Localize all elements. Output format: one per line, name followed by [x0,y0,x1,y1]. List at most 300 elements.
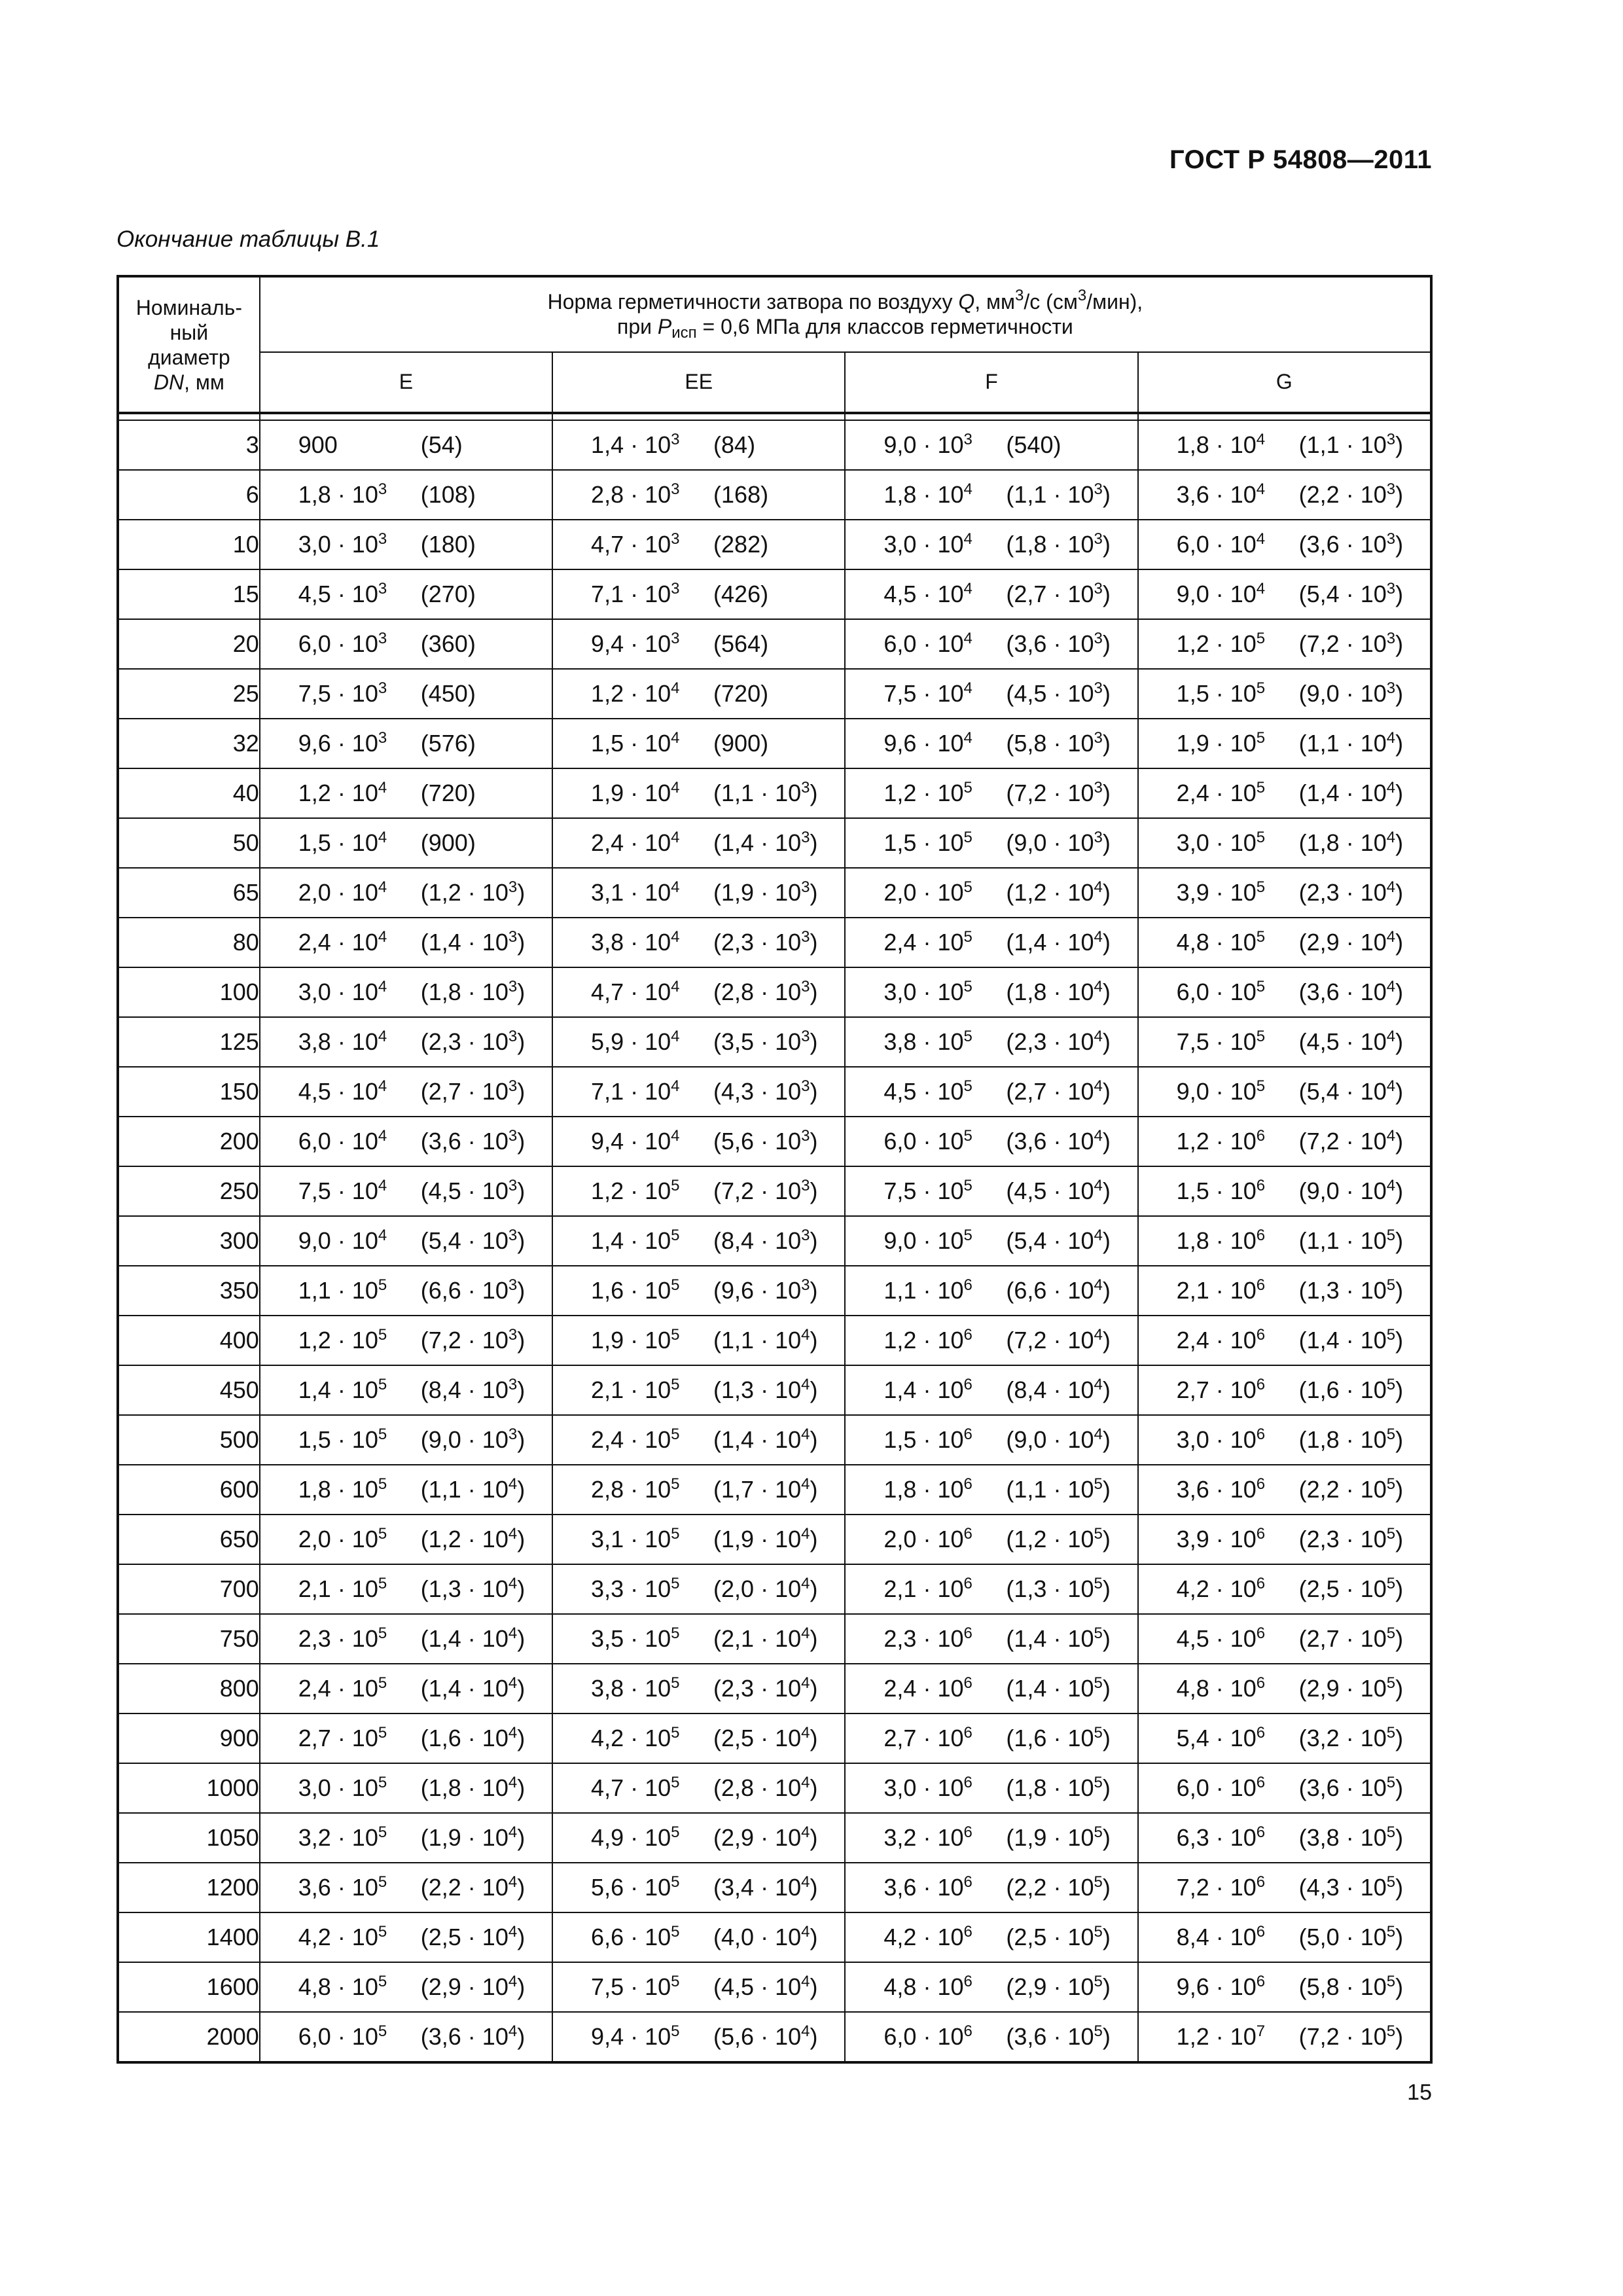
rate-cm3-per-min: $(1,1 \cdot 10^4)$ [713,1326,818,1354]
leak-rate-cell-e [260,569,552,619]
leak-rate-cell-e [260,2012,552,2062]
rate-mm3-per-s: $3,3 \cdot 10^5$ [591,1575,680,1602]
table-row [118,1216,1431,1266]
rate-mm3-per-s: $1,2 \cdot 10^4$ [591,679,680,707]
table-row [118,1564,1431,1614]
leak-rate-cell-ee [552,1166,845,1216]
rate-cm3-per-min: $(5,4 \cdot 10^3)$ [420,1227,526,1254]
rate-mm3-per-s: $4,5 \cdot 10^5$ [883,1077,972,1105]
table-row [118,1266,1431,1316]
leak-rate-cell-ee [552,967,845,1017]
rate-cm3-per-min: $(2,9 \cdot 10^5)$ [1298,1674,1404,1702]
rate-cm3-per-min: $(1,1 \cdot 10^4)$ [420,1475,526,1503]
leak-rate-cell-f [845,1316,1137,1365]
rate-mm3-per-s: $6,0 \cdot 10^4$ [298,1127,387,1155]
rate-mm3-per-s: $1,5 \cdot 10^5$ [298,1426,387,1453]
leak-rate-cell-ee [552,719,845,768]
table-row [118,768,1431,818]
rate-cm3-per-min: $(7,2 \cdot 10^3)$ [420,1326,526,1354]
leak-rate-cell-g [1138,1415,1431,1465]
rate-mm3-per-s: $2,0 \cdot 10^5$ [883,878,972,906]
rate-mm3-per-s: $3,0 \cdot 10^5$ [298,1774,387,1801]
leak-rate-cell-g [1138,1962,1431,2012]
table-row [118,619,1431,669]
rate-cm3-per-min: $(9,0 \cdot 10^4)$ [1006,1426,1111,1453]
rate-mm3-per-s: $4,5 \cdot 10^4$ [298,1077,387,1105]
rate-cm3-per-min: $(4,5 \cdot 10^4)$ [713,1973,818,2000]
rate-mm3-per-s: $1,2 \cdot 10^6$ [883,1326,972,1354]
rate-cm3-per-min: $(2,7 \cdot 10^3)$ [1006,580,1111,607]
leak-rate-cell-ee [552,1515,845,1564]
dn-cell: 50 [118,818,260,868]
rate-cm3-per-min: $(3,2 \cdot 10^5)$ [1298,1724,1404,1751]
leak-rate-cell-e [260,420,552,470]
rate-mm3-per-s: $1,2 \cdot 10^5$ [1176,630,1266,657]
dn-cell: 32 [118,719,260,768]
rate-cm3-per-min: $(7,2 \cdot 10^3)$ [713,1177,818,1204]
page-number: 15 [1407,2080,1432,2105]
rate-mm3-per-s: $2,1 \cdot 10^5$ [298,1575,387,1602]
rate-cm3-per-min: $(2,3 \cdot 10^3)$ [420,1028,526,1055]
dn-cell: 150 [118,1067,260,1117]
rate-mm3-per-s: $4,8 \cdot 10^6$ [883,1973,972,2000]
rate-cm3-per-min: $(2,8 \cdot 10^3)$ [713,978,818,1005]
rate-cm3-per-min: $(1,9 \cdot 10^4)$ [420,1823,526,1851]
rate-cm3-per-min: (270) [420,581,476,607]
leak-rate-cell-g [1138,1664,1431,1713]
rate-cm3-per-min: $(2,3 \cdot 10^3)$ [713,928,818,956]
leak-rate-cell-e [260,918,552,967]
rate-mm3-per-s: $1,4 \cdot 10^5$ [298,1376,387,1403]
leak-rate-cell-g [1138,768,1431,818]
rate-cm3-per-min: $(3,6 \cdot 10^3)$ [1298,530,1404,558]
leak-rate-cell-f [845,2012,1137,2062]
rate-mm3-per-s: $2,4 \cdot 10^5$ [1176,779,1266,806]
leak-rate-cell-f [845,1067,1137,1117]
rate-cm3-per-min: $(6,6 \cdot 10^3)$ [420,1276,526,1304]
leak-rate-cell-ee [552,1813,845,1863]
leak-rate-cell-f [845,1763,1137,1813]
table-row [118,420,1431,470]
rate-mm3-per-s: $2,4 \cdot 10^4$ [298,928,387,956]
dn-cell: 600 [118,1465,260,1515]
rate-mm3-per-s: $3,0 \cdot 10^6$ [1176,1426,1266,1453]
leak-rate-cell-f [845,420,1137,470]
rate-mm3-per-s: $2,4 \cdot 10^4$ [591,829,680,856]
leak-rate-cell-f [845,1962,1137,2012]
rate-mm3-per-s: $4,2 \cdot 10^6$ [1176,1575,1266,1602]
rate-cm3-per-min: $(5,0 \cdot 10^5)$ [1298,1923,1404,1950]
dn-cell: 1400 [118,1912,260,1962]
rate-mm3-per-s: $3,0 \cdot 10^4$ [298,978,387,1005]
rate-mm3-per-s: $9,0 \cdot 10^3$ [883,431,972,458]
rate-mm3-per-s: $3,1 \cdot 10^5$ [591,1525,680,1552]
leak-rate-cell-f [845,768,1137,818]
leak-rate-cell-ee [552,1863,845,1912]
leak-rate-cell-ee [552,420,845,470]
leak-rate-cell-ee [552,569,845,619]
rate-mm3-per-s: $1,2 \cdot 10^7$ [1176,2022,1266,2050]
leak-rate-cell-g [1138,569,1431,619]
dn-cell: 25 [118,669,260,719]
rate-mm3-per-s: $1,1 \cdot 10^5$ [298,1276,387,1304]
leak-rate-cell-e [260,1067,552,1117]
leak-rate-cell-g [1138,619,1431,669]
leak-rate-cell-e [260,719,552,768]
rate-mm3-per-s: $3,0 \cdot 10^5$ [1176,829,1266,856]
rate-mm3-per-s: $8,4 \cdot 10^6$ [1176,1923,1266,1950]
leak-rate-cell-e [260,1614,552,1664]
rate-cm3-per-min: $(1,8 \cdot 10^4)$ [1006,978,1111,1005]
dn-cell: 40 [118,768,260,818]
leak-rate-cell-f [845,1415,1137,1465]
header-separator [118,413,1431,420]
rate-mm3-per-s: $2,0 \cdot 10^6$ [883,1525,972,1552]
leak-rate-cell-f [845,1365,1137,1415]
class-header-e: E [260,352,552,413]
rate-cm3-per-min: $(5,6 \cdot 10^3)$ [713,1127,818,1155]
rate-mm3-per-s: $1,5 \cdot 10^5$ [883,829,972,856]
rate-cm3-per-min: $(1,3 \cdot 10^5)$ [1298,1276,1404,1304]
rate-cm3-per-min: $(3,6 \cdot 10^4)$ [1298,978,1404,1005]
rate-cm3-per-min: (108) [420,481,476,508]
rate-mm3-per-s: $5,6 \cdot 10^5$ [591,1873,680,1901]
rate-cm3-per-min: $(4,0 \cdot 10^4)$ [713,1923,818,1950]
rate-mm3-per-s: $9,4 \cdot 10^3$ [591,630,680,657]
rate-cm3-per-min: $(2,3 \cdot 10^4)$ [1298,878,1404,906]
rate-cm3-per-min: $(3,6 \cdot 10^3)$ [1006,630,1111,657]
leak-rate-cell-g [1138,719,1431,768]
rate-cm3-per-min: (168) [713,481,769,508]
rate-cm3-per-min: $(1,4 \cdot 10^4)$ [1298,779,1404,806]
rate-cm3-per-min: $(1,1 \cdot 10^5)$ [1298,1227,1404,1254]
rate-mm3-per-s: $1,6 \cdot 10^5$ [591,1276,680,1304]
leak-rate-cell-f [845,1117,1137,1166]
leak-rate-cell-ee [552,768,845,818]
rate-mm3-per-s: $3,9 \cdot 10^5$ [1176,878,1266,906]
leak-rate-cell-ee [552,1912,845,1962]
leak-rate-cell-ee [552,2012,845,2062]
rate-cm3-per-min: $(2,5 \cdot 10^4)$ [420,1923,526,1950]
rate-mm3-per-s: $3,8 \cdot 10^5$ [591,1674,680,1702]
table-row [118,1465,1431,1515]
rate-cm3-per-min: $(2,7 \cdot 10^5)$ [1298,1624,1404,1652]
rate-mm3-per-s: $3,6 \cdot 10^6$ [883,1873,972,1901]
leak-rate-cell-g [1138,470,1431,520]
rate-mm3-per-s: $2,4 \cdot 10^5$ [298,1674,387,1702]
rate-cm3-per-min: (564) [713,630,769,657]
rate-cm3-per-min: $(5,4 \cdot 10^4)$ [1006,1227,1111,1254]
dn-cell: 800 [118,1664,260,1713]
table-row [118,1117,1431,1166]
rate-mm3-per-s: $6,0 \cdot 10^5$ [883,1127,972,1155]
rate-cm3-per-min: $(3,6 \cdot 10^4)$ [1006,1127,1111,1155]
rate-cm3-per-min: $(2,9 \cdot 10^4)$ [1298,928,1404,956]
rate-cm3-per-min: $(1,6 \cdot 10^5)$ [1298,1376,1404,1403]
dn-cell: 15 [118,569,260,619]
rate-mm3-per-s: $7,2 \cdot 10^6$ [1176,1873,1266,1901]
rate-mm3-per-s: $1,9 \cdot 10^5$ [1176,729,1266,757]
rate-mm3-per-s: $2,7 \cdot 10^6$ [883,1724,972,1751]
leak-rate-cell-e [260,1266,552,1316]
rate-cm3-per-min: $(1,3 \cdot 10^5)$ [1006,1575,1111,1602]
leak-rate-cell-e [260,1763,552,1813]
table-row [118,569,1431,619]
rate-mm3-per-s: $5,9 \cdot 10^4$ [591,1028,680,1055]
rate-cm3-per-min: $(1,4 \cdot 10^4)$ [420,1624,526,1652]
rate-cm3-per-min: $(2,9 \cdot 10^4)$ [420,1973,526,2000]
leak-rate-cell-e [260,1465,552,1515]
table-row [118,1713,1431,1763]
rate-cm3-per-min: $(1,8 \cdot 10^3)$ [420,978,526,1005]
table-row [118,669,1431,719]
dn-cell: 700 [118,1564,260,1614]
leak-rate-cell-e [260,619,552,669]
rate-mm3-per-s: $4,5 \cdot 10^6$ [1176,1624,1266,1652]
leak-rate-cell-g [1138,1713,1431,1763]
leak-rate-cell-g [1138,1166,1431,1216]
leak-rate-cell-f [845,669,1137,719]
leak-rate-cell-g [1138,1863,1431,1912]
dn-cell: 200 [118,1117,260,1166]
rate-mm3-per-s: $2,4 \cdot 10^5$ [883,928,972,956]
leak-rate-cell-e [260,1813,552,1863]
rate-cm3-per-min: $(2,5 \cdot 10^5)$ [1298,1575,1404,1602]
rate-mm3-per-s: $6,0 \cdot 10^6$ [1176,1774,1266,1801]
rate-cm3-per-min: $(2,5 \cdot 10^4)$ [713,1724,818,1751]
rate-mm3-per-s: $3,0 \cdot 10^4$ [883,530,972,558]
rate-mm3-per-s: $2,4 \cdot 10^6$ [1176,1326,1266,1354]
rate-mm3-per-s: $7,1 \cdot 10^4$ [591,1077,680,1105]
rate-cm3-per-min: $(7,2 \cdot 10^3)$ [1006,779,1111,806]
leak-rate-cell-f [845,719,1137,768]
dn-cell: 65 [118,868,260,918]
leak-rate-cell-e [260,1117,552,1166]
rate-cm3-per-min: $(8,4 \cdot 10^3)$ [420,1376,526,1403]
rate-cm3-per-min: $(3,6 \cdot 10^5)$ [1006,2022,1111,2050]
leak-rate-group-header: Норма герметичности затвора по воздуху Q, $мм^3/с$ $(см^3/мин)$, при $P_{исп} = 0,6$ МПа для классов герметичности [260,276,1431,352]
leak-rate-cell-g [1138,420,1431,470]
leak-rate-cell-e [260,1713,552,1763]
rate-mm3-per-s: $3,2 \cdot 10^6$ [883,1823,972,1851]
rate-cm3-per-min: $(9,0 \cdot 10^4)$ [1298,1177,1404,1204]
rate-mm3-per-s: $1,8 \cdot 10^5$ [298,1475,387,1503]
leak-rate-cell-ee [552,1763,845,1813]
rate-mm3-per-s: $1,2 \cdot 10^5$ [298,1326,387,1354]
rate-mm3-per-s: $9,4 \cdot 10^4$ [591,1127,680,1155]
leak-rate-cell-g [1138,669,1431,719]
rate-cm3-per-min: $(2,9 \cdot 10^4)$ [713,1823,818,1851]
leak-rate-cell-e [260,1365,552,1415]
rate-cm3-per-min: $(4,3 \cdot 10^3)$ [713,1077,818,1105]
leak-rate-cell-f [845,1614,1137,1664]
rate-mm3-per-s: $6,0 \cdot 10^5$ [1176,978,1266,1005]
rate-mm3-per-s: $2,3 \cdot 10^5$ [298,1624,387,1652]
leak-rate-cell-ee [552,669,845,719]
leak-rate-cell-g [1138,1465,1431,1515]
leak-rate-cell-g [1138,520,1431,569]
rate-cm3-per-min: (540) [1006,431,1061,458]
rate-mm3-per-s: $2,3 \cdot 10^6$ [883,1624,972,1652]
rate-mm3-per-s: $1,2 \cdot 10^5$ [591,1177,680,1204]
rate-mm3-per-s: $7,5 \cdot 10^4$ [298,1177,387,1204]
rate-mm3-per-s: $4,8 \cdot 10^5$ [298,1973,387,2000]
leak-rate-cell-f [845,1863,1137,1912]
leak-rate-cell-g [1138,1365,1431,1415]
leak-rate-cell-ee [552,619,845,669]
rate-mm3-per-s: $2,4 \cdot 10^6$ [883,1674,972,1702]
rate-mm3-per-s: $4,7 \cdot 10^4$ [591,978,680,1005]
table-row [118,1017,1431,1067]
leak-rate-cell-ee [552,1017,845,1067]
rate-mm3-per-s: $2,0 \cdot 10^4$ [298,878,387,906]
rate-mm3-per-s: $3,8 \cdot 10^4$ [591,928,680,956]
leak-rate-cell-e [260,1316,552,1365]
rate-mm3-per-s: $1,5 \cdot 10^5$ [1176,679,1266,707]
class-header-f: F [845,352,1137,413]
rate-cm3-per-min: (720) [420,780,476,806]
table-row [118,918,1431,967]
rate-cm3-per-min: $(2,3 \cdot 10^4)$ [1006,1028,1111,1055]
rate-mm3-per-s: $9,0 \cdot 10^5$ [1176,1077,1266,1105]
rate-cm3-per-min: $(2,2 \cdot 10^3)$ [1298,480,1404,508]
table-row [118,1962,1431,2012]
rate-mm3-per-s: $5,4 \cdot 10^6$ [1176,1724,1266,1751]
rate-cm3-per-min: $(8,4 \cdot 10^4)$ [1006,1376,1111,1403]
rate-mm3-per-s: $3,2 \cdot 10^5$ [298,1823,387,1851]
table-row [118,1813,1431,1863]
rate-mm3-per-s: $4,7 \cdot 10^3$ [591,530,680,558]
leak-rate-cell-ee [552,1216,845,1266]
rate-cm3-per-min: $(2,2 \cdot 10^5)$ [1298,1475,1404,1503]
rate-mm3-per-s: $4,8 \cdot 10^5$ [1176,928,1266,956]
rate-cm3-per-min: $(1,4 \cdot 10^5)$ [1006,1674,1111,1702]
rate-mm3-per-s: $9,6 \cdot 10^6$ [1176,1973,1266,2000]
leak-rate-cell-f [845,868,1137,918]
rate-mm3-per-s: $7,1 \cdot 10^3$ [591,580,680,607]
dn-cell: 3 [118,420,260,470]
leak-rate-cell-e [260,967,552,1017]
rate-mm3-per-s: $1,2 \cdot 10^4$ [298,779,387,806]
dn-cell: 1200 [118,1863,260,1912]
rate-cm3-per-min: $(3,6 \cdot 10^5)$ [1298,1774,1404,1801]
table-row [118,1763,1431,1813]
rate-mm3-per-s: $3,0 \cdot 10^5$ [883,978,972,1005]
rate-cm3-per-min: $(2,7 \cdot 10^4)$ [1006,1077,1111,1105]
leak-rate-cell-g [1138,1912,1431,1962]
rate-cm3-per-min: $(5,8 \cdot 10^5)$ [1298,1973,1404,2000]
rate-mm3-per-s: $1,8 \cdot 10^6$ [1176,1227,1266,1254]
rate-mm3-per-s: $4,8 \cdot 10^6$ [1176,1674,1266,1702]
table-row [118,470,1431,520]
leak-rate-cell-e [260,1017,552,1067]
leak-rate-cell-f [845,619,1137,669]
rate-cm3-per-min: (180) [420,531,476,558]
leak-rate-cell-f [845,1017,1137,1067]
dn-cell: 80 [118,918,260,967]
rate-cm3-per-min: $(9,0 \cdot 10^3)$ [1006,829,1111,856]
rate-mm3-per-s: $6,6 \cdot 10^5$ [591,1923,680,1950]
standard-designation: ГОСТ Р 54808—2011 [1169,145,1432,174]
table-row [118,2012,1431,2062]
rate-mm3-per-s: $3,1 \cdot 10^4$ [591,878,680,906]
rate-mm3-per-s: $6,0 \cdot 10^5$ [298,2022,387,2050]
rate-mm3-per-s: $9,4 \cdot 10^5$ [591,2022,680,2050]
leak-rate-cell-e [260,1415,552,1465]
rate-mm3-per-s: $2,1 \cdot 10^6$ [883,1575,972,1602]
rate-cm3-per-min: $(1,1 \cdot 10^3)$ [1298,431,1404,458]
table-row [118,1316,1431,1365]
table-row [118,868,1431,918]
leak-rate-cell-g [1138,1266,1431,1316]
rate-cm3-per-min: $(9,0 \cdot 10^3)$ [420,1426,526,1453]
table-row [118,1365,1431,1415]
rate-mm3-per-s: $2,7 \cdot 10^5$ [298,1724,387,1751]
leak-rate-cell-e [260,1863,552,1912]
leak-rate-cell-ee [552,1266,845,1316]
leak-rate-cell-e [260,1216,552,1266]
rate-mm3-per-s: $9,0 \cdot 10^5$ [883,1227,972,1254]
rate-mm3-per-s: $7,5 \cdot 10^5$ [591,1973,680,2000]
rate-cm3-per-min: $(1,2 \cdot 10^3)$ [420,878,526,906]
leak-rate-cell-g [1138,818,1431,868]
rate-cm3-per-min: $(1,1 \cdot 10^5)$ [1006,1475,1111,1503]
leak-rate-cell-g [1138,918,1431,967]
rate-cm3-per-min: $(2,7 \cdot 10^3)$ [420,1077,526,1105]
rate-mm3-per-s: $4,9 \cdot 10^5$ [591,1823,680,1851]
table-row [118,818,1431,868]
rate-cm3-per-min: (900) [420,829,476,856]
rate-mm3-per-s: $6,0 \cdot 10^6$ [883,2022,972,2050]
rate-cm3-per-min: $(7,2 \cdot 10^5)$ [1298,2022,1404,2050]
rate-cm3-per-min: (426) [713,581,769,607]
leak-rate-cell-ee [552,520,845,569]
leak-rate-cell-f [845,1515,1137,1564]
rate-cm3-per-min: $(7,2 \cdot 10^3)$ [1298,630,1404,657]
table-row [118,967,1431,1017]
rate-cm3-per-min: $(1,8 \cdot 10^4)$ [420,1774,526,1801]
rate-cm3-per-min: $(1,8 \cdot 10^4)$ [1298,829,1404,856]
dn-cell: 10 [118,520,260,569]
leak-rate-cell-g [1138,2012,1431,2062]
rate-cm3-per-min: $(2,2 \cdot 10^5)$ [1006,1873,1111,1901]
leak-rate-cell-f [845,1266,1137,1316]
dn-cell: 450 [118,1365,260,1415]
rate-cm3-per-min: $(4,3 \cdot 10^5)$ [1298,1873,1404,1901]
rate-mm3-per-s: $2,8 \cdot 10^5$ [591,1475,680,1503]
rate-cm3-per-min: $(2,0 \cdot 10^4)$ [713,1575,818,1602]
dn-cell: 125 [118,1017,260,1067]
leak-rate-cell-g [1138,868,1431,918]
rate-cm3-per-min: $(7,2 \cdot 10^4)$ [1298,1127,1404,1155]
rate-mm3-per-s: $4,5 \cdot 10^4$ [883,580,972,607]
leak-rate-cell-g [1138,1763,1431,1813]
table-row [118,1912,1431,1962]
leak-rate-cell-g [1138,1515,1431,1564]
leak-rate-cell-ee [552,1962,845,2012]
leak-rate-cell-ee [552,1415,845,1465]
rate-mm3-per-s: $3,0 \cdot 10^3$ [298,530,387,558]
rate-mm3-per-s: $6,0 \cdot 10^3$ [298,630,387,657]
dn-cell: 750 [118,1614,260,1664]
rate-cm3-per-min: $(1,8 \cdot 10^5)$ [1006,1774,1111,1801]
dn-cell: 250 [118,1166,260,1216]
rate-mm3-per-s: $1,4 \cdot 10^6$ [883,1376,972,1403]
rate-mm3-per-s: $9,0 \cdot 10^4$ [1176,580,1266,607]
rate-cm3-per-min: $(2,5 \cdot 10^5)$ [1006,1923,1111,1950]
rate-cm3-per-min: $(2,2 \cdot 10^4)$ [420,1873,526,1901]
leak-rate-cell-e [260,1962,552,2012]
